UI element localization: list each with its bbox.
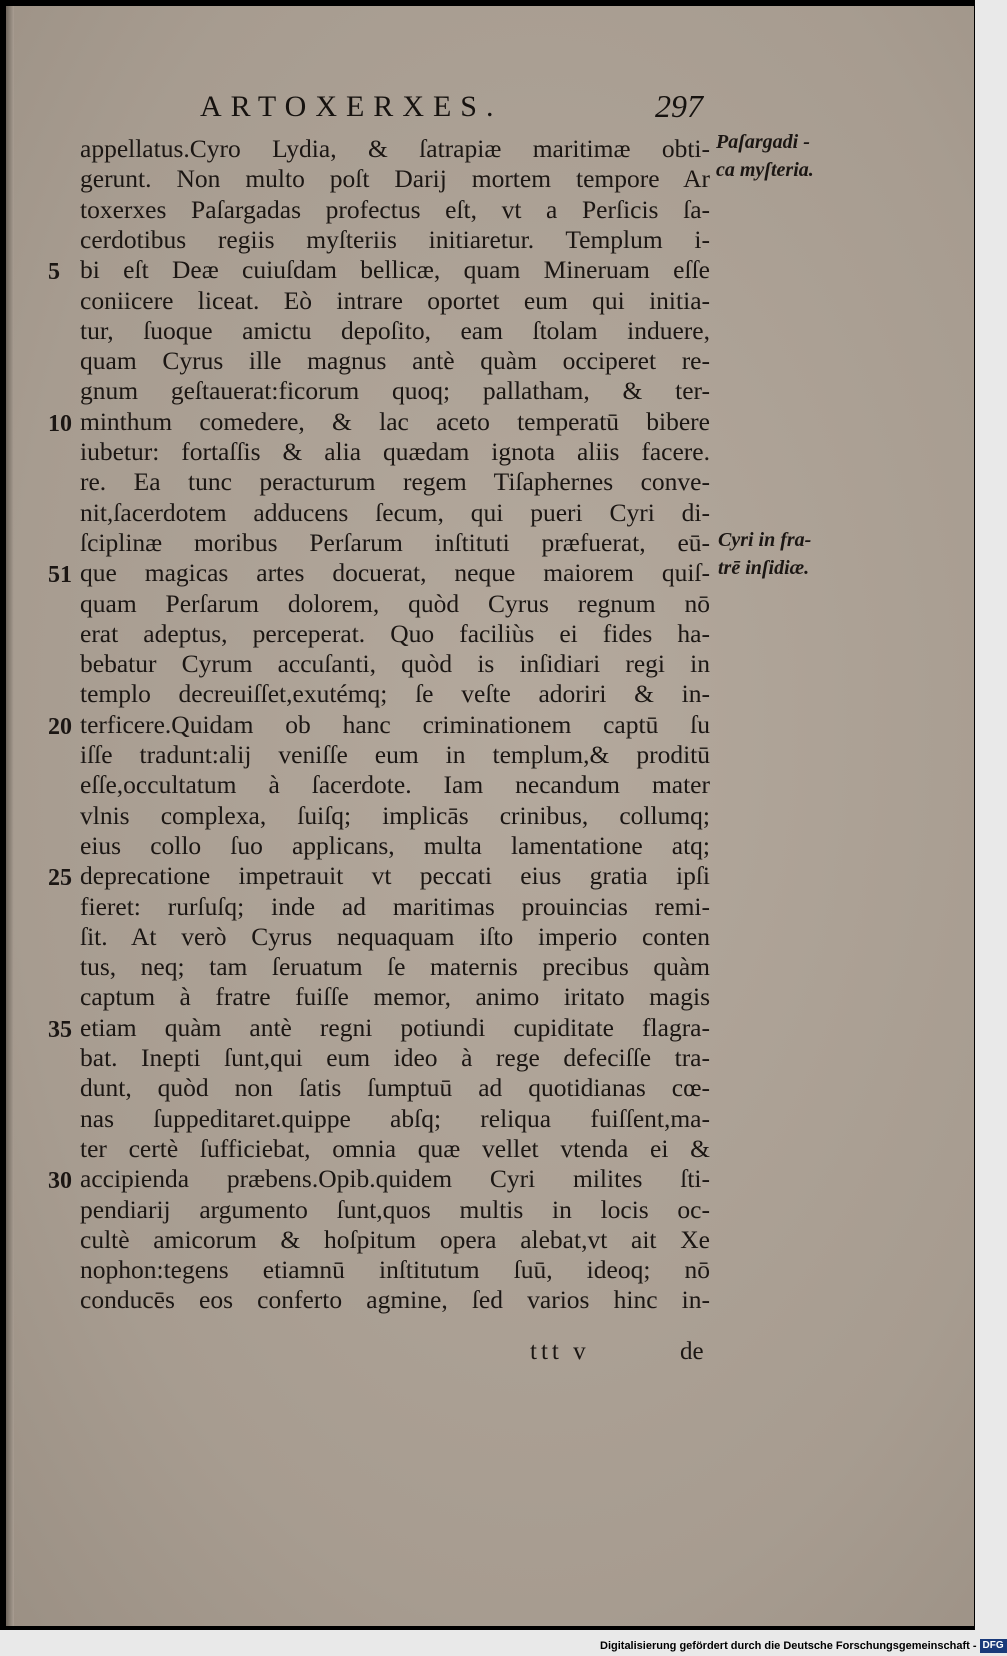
- line-number: 5: [48, 259, 60, 285]
- line-number: 51: [48, 562, 72, 588]
- line-number: 30: [48, 1168, 72, 1194]
- digitization-footer: [600, 1637, 1004, 1656]
- text-line: re. Ea tunc peracturum regem Tiſaphernes conve-: [80, 467, 710, 497]
- margin-note-line: ca myſteria.: [716, 159, 814, 181]
- text-line: iubetur: fortaſſis & alia quædam ignota aliis facere.: [80, 437, 710, 466]
- text-line: ſciplinæ moribus Perſarum inſtituti præfuerat, eū-: [80, 527, 710, 557]
- line-number: 10: [48, 411, 72, 437]
- signature-mark: ttt v: [530, 1338, 590, 1365]
- text-line: gnum geſtauerat:ficorum quoq; pallatham, & ter-: [80, 376, 710, 406]
- text-line: nit,ſacerdotem adducens ſecum, qui pueri Cyri di-: [80, 497, 710, 527]
- text-line: cerdotibus regiis myſteriis initiaretur. Templum i-: [80, 224, 710, 254]
- text-line: conducēs eos conferto agmine, ſed varios hinc in-: [80, 1285, 710, 1315]
- text-line: toxerxes Paſargadas profectus eſt, vt a Perſicis ſa-: [80, 194, 710, 224]
- text-line: gerunt. Non multo poſt Darij mortem tempore Ar: [80, 164, 710, 194]
- text-line: ter certè ſufficiebat, omnia quæ vellet vtenda ei &: [80, 1133, 710, 1163]
- text-line: eſſe,occultatum à ſacerdote. Iam necandum mater: [80, 770, 710, 800]
- margin-note-cyri-insidiae: [718, 526, 811, 582]
- text-line: bi eſt Deæ cuiuſdam bellicæ, quam Mineruam eſſe: [80, 255, 710, 285]
- text-line: erat adeptus, perceperat. Quo faciliùs ei fides ha-: [80, 618, 710, 648]
- text-line: tus, neq; tam ſeruatum ſe maternis precibus quàm: [80, 952, 710, 982]
- text-line: appellatus.Cyro Lydia, & ſatrapiæ maritimæ obti-: [80, 134, 710, 163]
- text-line: que magicas artes docuerat, neque maiorem quiſ-: [80, 558, 710, 588]
- page-gutter-shadow: [6, 6, 14, 1626]
- text-line: deprecatione impetrauit vt peccati eius gratia ipſi: [80, 861, 710, 891]
- text-line: quam Cyrus ille magnus antè quàm occiperet re-: [80, 346, 710, 376]
- text-line: minthum comedere, & lac aceto temperatū bibere: [80, 406, 710, 436]
- running-head: ARTOXERXES.: [200, 90, 503, 123]
- text-line: quam Perſarum dolorem, quòd Cyrus regnum nō: [80, 588, 710, 618]
- footer-text: Digitalisierung gefördert durch die Deutsche Forschungsgemeinschaft -: [600, 1640, 977, 1652]
- line-number: 25: [48, 865, 72, 891]
- margin-note-line: Cyri in fra-: [718, 529, 812, 551]
- text-line: vlnis complexa, ſuiſq; implicās crinibus, collumq;: [80, 800, 710, 830]
- text-line: coniicere liceat. Eò intrare oportet eum qui initia-: [80, 285, 710, 315]
- dfg-logo-icon: DFG: [980, 1639, 1007, 1653]
- text-line: fieret: rurſuſq; inde ad maritimas prouincias remi-: [80, 891, 710, 921]
- text-line: terficere.Quidam ob hanc criminationem captū ſu: [80, 709, 710, 739]
- page-number: 297: [655, 88, 703, 124]
- text-line: captum à fratre fuiſſe memor, animo iritato magis: [80, 982, 710, 1012]
- text-line: eius collo ſuo applicans, multa lamentatione atq;: [80, 830, 710, 860]
- text-line: etiam quàm antè regni potiundi cupiditate flagra-: [80, 1012, 710, 1042]
- text-line: iſſe tradunt:alij veniſſe eum in templum,& proditū: [80, 740, 710, 769]
- text-line: bat. Inepti ſunt,qui eum ideo à rege defeciſſe tra-: [80, 1043, 710, 1072]
- text-line: accipienda præbens.Opib.quidem Cyri milites ſti-: [80, 1164, 710, 1194]
- text-line: templo decreuiſſet,exutémq; ſe veſte adoriri & in-: [80, 679, 710, 709]
- text-line: bebatur Cyrum accuſanti, quòd is inſidiari regi in: [80, 649, 710, 679]
- text-line: ſit. At verò Cyrus nequaquam iſto imperio conten: [80, 921, 710, 951]
- margin-note-line: trē inſidiæ.: [718, 557, 810, 579]
- text-line: dunt, quòd non ſatis ſumptuū ad quotidianas cœ-: [80, 1073, 710, 1103]
- catchword: de: [680, 1338, 704, 1365]
- margin-note-line: Paſargadi -: [716, 131, 810, 153]
- text-line: tur, ſuoque amictu depoſito, eam ſtolam induere,: [80, 315, 710, 345]
- text-line: nophon:tegens etiamnū inſtitutum ſuū, ideoq; nō: [80, 1255, 710, 1285]
- margin-note-pasargadica: [716, 128, 814, 184]
- line-number: 20: [48, 714, 72, 740]
- text-line: cultè amicorum & hoſpitum opera alebat,vt ait Xe: [80, 1224, 710, 1254]
- line-number: 35: [48, 1017, 72, 1043]
- text-line: nas ſuppeditaret.quippe abſq; reliqua fuiſſent,ma-: [80, 1103, 710, 1133]
- text-line: pendiarij argumento ſunt,quos multis in locis oc-: [80, 1194, 710, 1224]
